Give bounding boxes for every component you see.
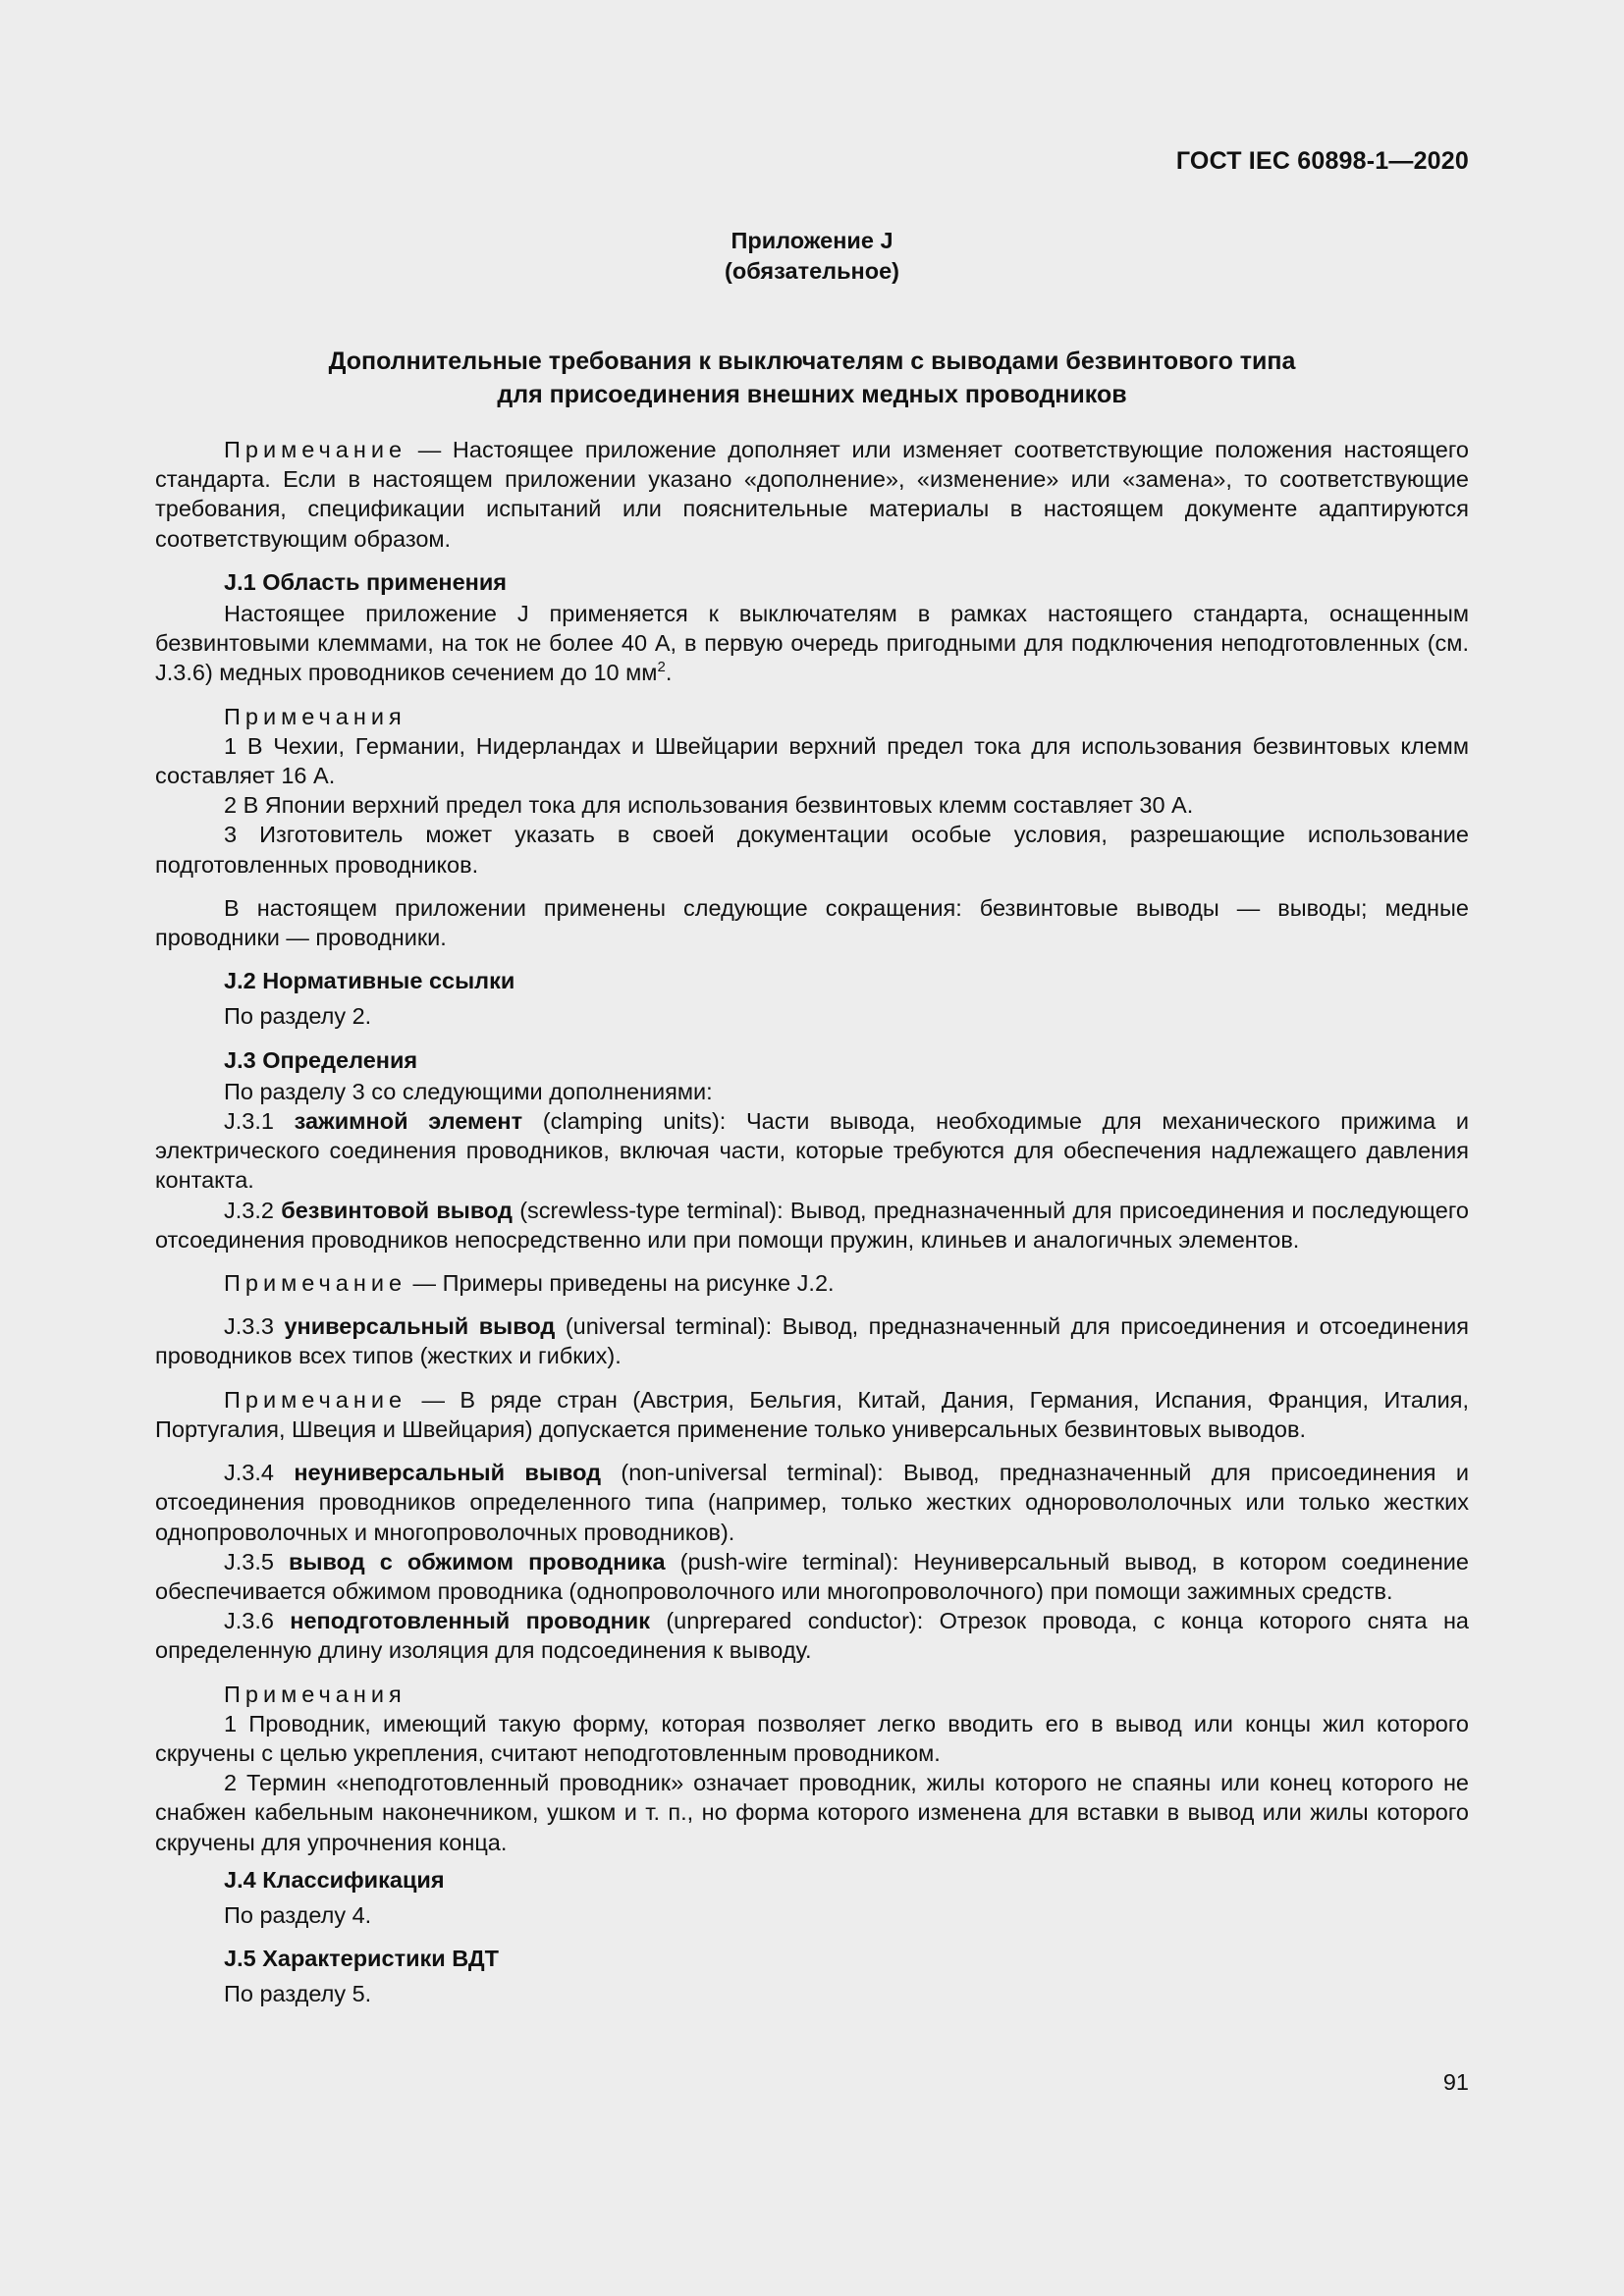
j1-note-1: 1 В Чехии, Германии, Нидерландах и Швейцарии верхний предел тока для использования безвинтовых клемм составляет 16 А. [155, 732, 1469, 789]
term: универсальный вывод [284, 1313, 556, 1340]
j3-note-1: 1 Проводник, имеющий такую форму, которая позволяет легко вводить его в вывод или концы жил которого скручены с целью укрепления, считают неподготовленным проводником. [155, 1710, 1469, 1766]
abbreviations-paragraph: В настоящем приложении применены следующие сокращения: безвинтовые выводы — выводы; медные проводники — проводники. [155, 894, 1469, 951]
definition-j3-3: J.3.3 универсальный вывод (universal terminal): Вывод, предназначенный для присоединения и отсоединения проводников всех типов (жестких и гибких). [155, 1313, 1469, 1369]
annex-status: (обязательное) [725, 258, 899, 284]
term: безвинтовой вывод [281, 1197, 513, 1223]
intro-note [155, 435, 1469, 554]
j1-notes-label: Примечания [224, 703, 406, 729]
term: неуниверсальный вывод [294, 1460, 602, 1486]
annex-label: Приложение J [731, 228, 893, 253]
j1-superscript: 2 [657, 659, 666, 676]
note-label: Примечание [224, 437, 407, 462]
annex-title-line-1: Дополнительные требования к выключателям с выводами безвинтового типа [328, 347, 1296, 375]
j3-note-2: 2 Термин «неподготовленный проводник» означает проводник, жилы которого не спаяны или конец которого не снабжен кабельным наконечником, ушком и т. п., но форма которого изменена для вставки в вывод или жилы которого скручены для упрочнения конца. [155, 1770, 1469, 1855]
definition-j3-5: J.3.5 вывод с обжимом проводника (push-wire terminal): Неуниверсальный вывод, в котором соединение обеспечивается обжимом проводника (однопроволочного или многопроволочного) при помощи зажимных средств. [155, 1548, 1469, 1604]
section-heading-j5: J.5 Характеристики ВДТ [224, 1946, 500, 1972]
term: зажимной элемент [294, 1108, 523, 1135]
term: вывод с обжимом проводника [289, 1548, 666, 1575]
section-heading-j2: J.2 Нормативные ссылки [224, 968, 515, 994]
definition-j3-4: J.3.4 неуниверсальный вывод (non-universal terminal): Вывод, предназначенный для присоединения и отсоединения проводников определенного типа (например, только жестких одноровололочных или только жестких однопроволочных и многопроволочных проводников). [155, 1460, 1469, 1545]
j1-note-3: 3 Изготовитель может указать в своей документации особые условия, разрешающие использование подготовленных проводников. [155, 822, 1469, 878]
j3-notes-label: Примечания [224, 1681, 406, 1707]
j1-text: Настоящее приложение J применяется к выключателям в рамках настоящего стандарта, оснащенным безвинтовыми клеммами, на ток не более 40 А, в первую очередь пригодными для подключения неподготовленных (см. J.3.6) медных проводников сечением до 10 мм [155, 601, 1469, 686]
section-heading-j1: J.1 Область применения [224, 568, 508, 595]
j3-intro: По разделу 3 со следующими дополнениями: [224, 1078, 713, 1104]
document-code: ГОСТ IEC 60898-1—2020 [1175, 147, 1469, 175]
j5-text: По разделу 5. [224, 1981, 372, 2007]
j4-text: По разделу 4. [224, 1901, 372, 1928]
annex-title [155, 345, 1469, 411]
section-heading-j3: J.3 Определения [224, 1046, 418, 1073]
definition-j3-2: J.3.2 безвинтовой вывод (screwless-type terminal): Вывод, предназначенный для присоединения и последующего отсоединения проводников непосредственно или при помощи пружин, клиньев и аналогичных элементов. [155, 1197, 1469, 1253]
j3-3-note: Примечание — В ряде стран (Австрия, Бельгия, Китай, Дания, Германия, Испания, Франция, Италия, Португалия, Швеция и Швейцария) допускается применение только универсальных безвинтовых выводов. [155, 1386, 1469, 1442]
page-content [155, 226, 1469, 2009]
page-number: 91 [1442, 2069, 1469, 2095]
term: неподготовленный проводник [290, 1608, 650, 1634]
j3-2-note: Примечание — Примеры приведены на рисунке J.2. [224, 1270, 835, 1297]
j1-note-2: 2 В Японии верхний предел тока для использования безвинтовых клемм составляет 30 А. [224, 792, 1194, 819]
j1-paragraph [155, 599, 1469, 688]
definition-j3-1: J.3.1 зажимной элемент (clamping units): Части вывода, необходимые для механического прижима и электрического соединения проводников, включая части, которые требуются для обеспечения надлежащего давления контакта. [155, 1108, 1469, 1194]
section-heading-j4: J.4 Классификация [224, 1866, 445, 1893]
j2-text: По разделу 2. [224, 1003, 372, 1030]
note-text: — Настоящее приложение дополняет или изменяет соответствующие положения настоящего стандарта. Если в настоящем приложении указано «дополнение», «изменение» или «замена», то соответствующие требования, спецификации испытаний или пояснительные материалы в настоящем документе адаптируются соответствующим образом. [155, 437, 1469, 552]
j1-tail: . [665, 660, 673, 686]
annex-title-line-2: для присоединения внешних медных проводников [497, 381, 1127, 408]
definition-j3-6: J.3.6 неподготовленный проводник (unprepared conductor): Отрезок провода, с конца которого снята на определенную длину изоляция для подсоединения к выводу. [155, 1608, 1470, 1664]
